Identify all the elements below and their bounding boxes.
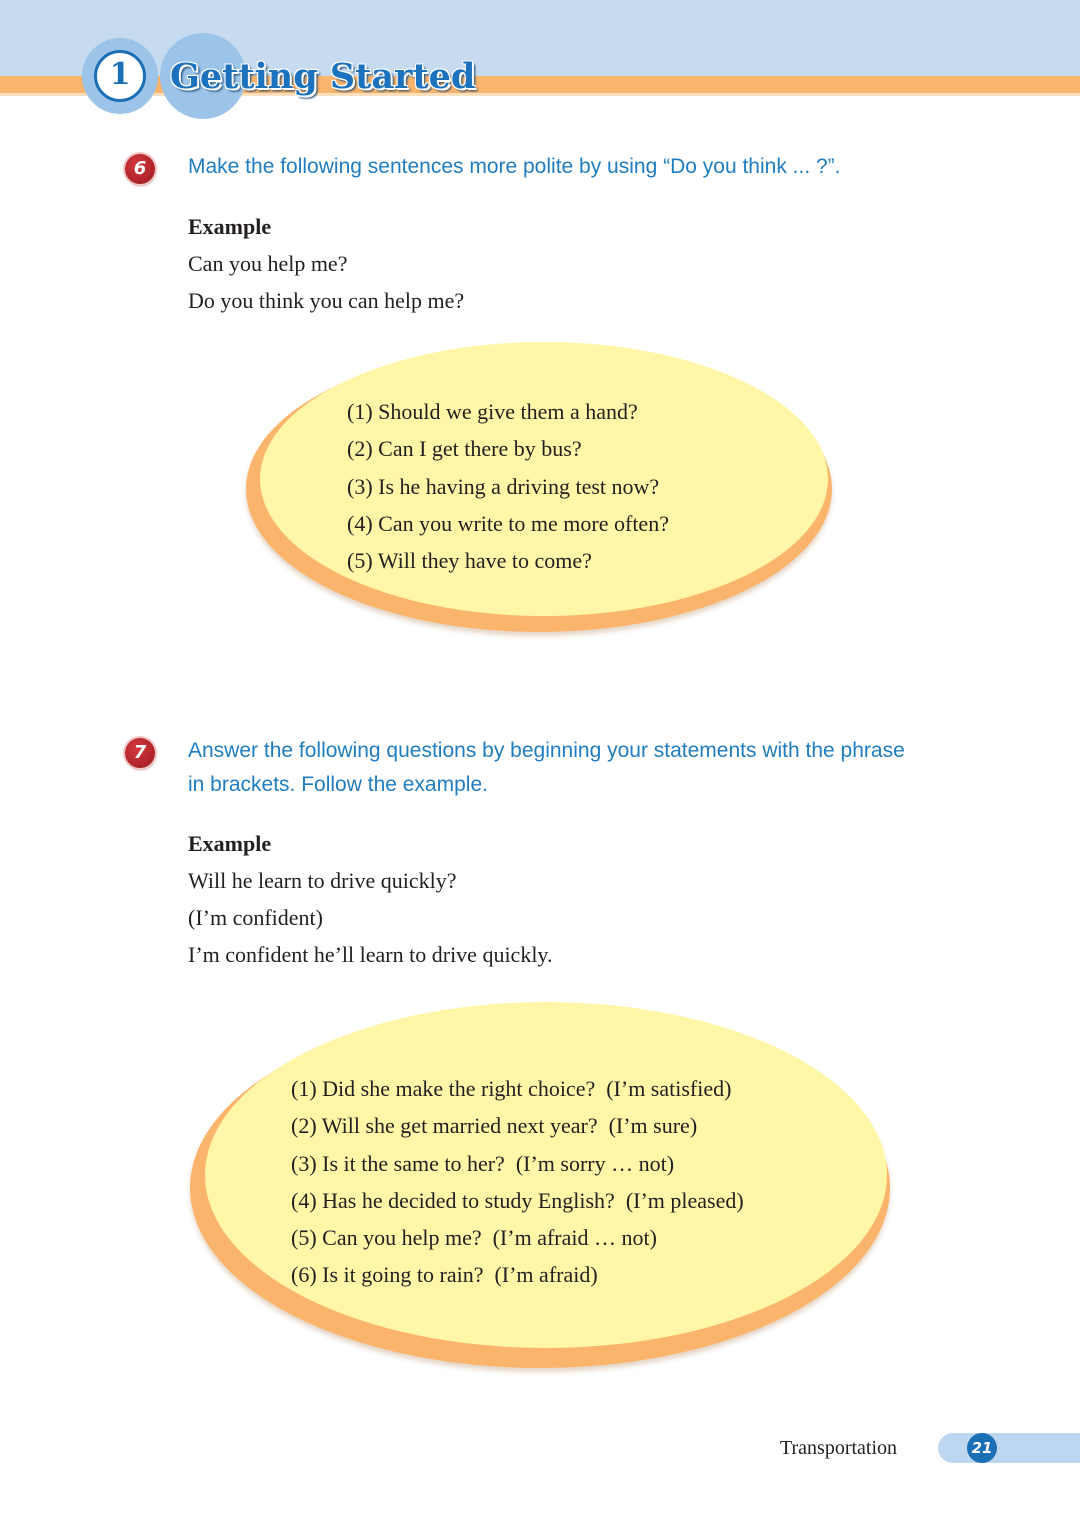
- list-item: (5) Can you help me? (I’m afraid … not): [291, 1225, 657, 1251]
- example-line: I’m confident he’ll learn to drive quickly.: [188, 942, 553, 967]
- page-number: 21: [971, 1438, 993, 1457]
- exercise-7-example: [188, 825, 888, 973]
- exercise-7-number: 7: [133, 742, 147, 763]
- header-stripe-highlight: [0, 93, 1080, 96]
- list-item: (1) Should we give them a hand?: [347, 399, 638, 424]
- footer-tab: [938, 1433, 1080, 1463]
- instruction-line: Answer the following questions by beginning your statements with the phrase: [188, 739, 905, 762]
- exercise-6-number: 6: [133, 158, 147, 179]
- list-item: (6) Is it going to rain? (I’m afraid): [291, 1262, 598, 1288]
- list-item: (3) Is it the same to her? (I’m sorry … not): [291, 1150, 675, 1176]
- list-item: (4) Can you write to me more often?: [347, 510, 669, 536]
- exercise-6-instruction: Make the following sentences more polite by using “Do you think ... ?”.: [188, 155, 841, 178]
- unit-number-badge: [94, 50, 146, 102]
- exercise-6-item-list: [347, 393, 669, 579]
- list-item: (5) Will they have to come?: [347, 548, 592, 574]
- unit-number: 1: [109, 57, 131, 92]
- exercise-6-example: [188, 208, 888, 319]
- exercise-6-number-badge: [125, 154, 155, 184]
- list-item: (4) Has he decided to study English? (I’m pleased): [291, 1187, 744, 1213]
- page-number-badge: [967, 1433, 997, 1463]
- exercise-7-instruction: [188, 734, 988, 802]
- example-heading: Example: [188, 214, 272, 239]
- footer-section-label: Transportation: [780, 1437, 898, 1459]
- exercise-7-item-list: [291, 1070, 744, 1294]
- example-line: Will he learn to drive quickly?: [188, 868, 457, 893]
- list-item: (2) Will she get married next year? (I’m sure): [291, 1113, 698, 1139]
- exercise-7-number-badge: [125, 738, 155, 768]
- example-line: Do you think you can help me?: [188, 288, 465, 313]
- page-title: Getting Started: [170, 56, 476, 97]
- example-heading: Example: [188, 831, 272, 856]
- example-line: (I’m confident): [188, 905, 323, 930]
- example-line: Can you help me?: [188, 251, 348, 276]
- list-item: (2) Can I get there by bus?: [347, 436, 582, 462]
- list-item: (3) Is he having a driving test now?: [347, 473, 660, 499]
- instruction-line: in brackets. Follow the example.: [188, 773, 488, 796]
- list-item: (1) Did she make the right choice? (I’m satisfied): [291, 1076, 732, 1101]
